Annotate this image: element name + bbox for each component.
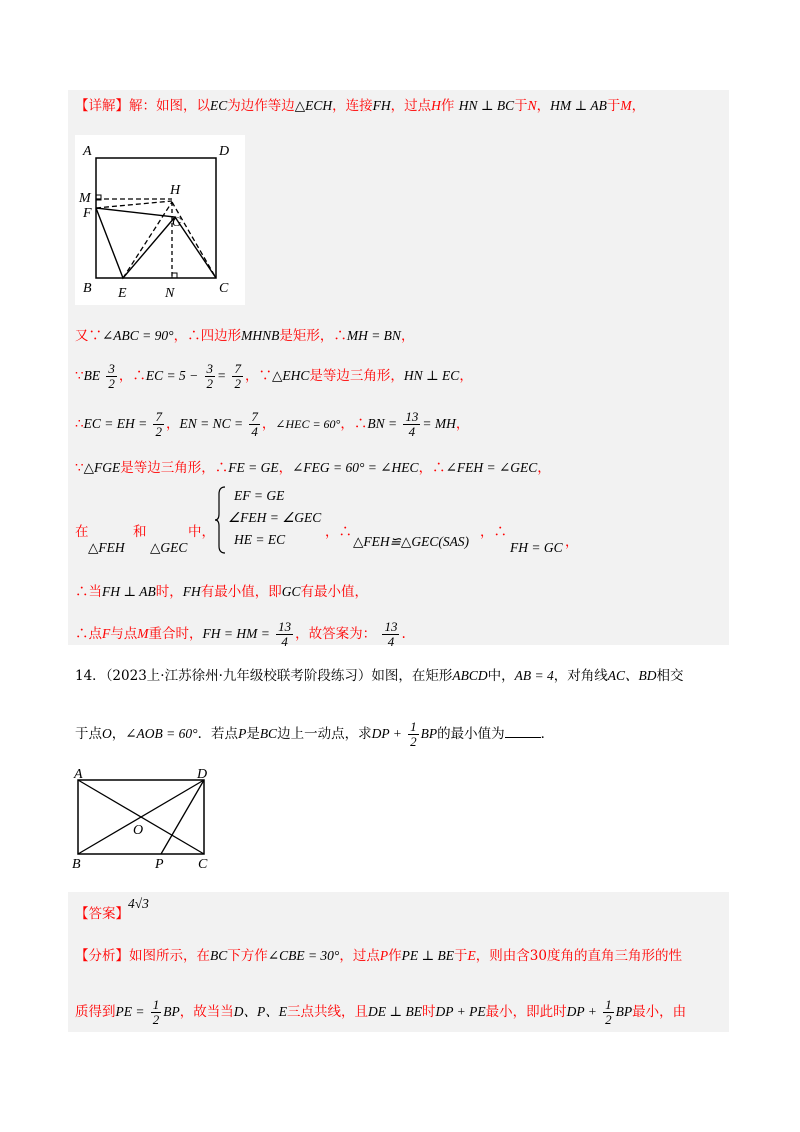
fraction: $\frac{13}{4}$	[384, 619, 398, 649]
fig1-label-G: G	[172, 214, 182, 229]
fig1-label-C: C	[219, 281, 229, 296]
fig1-label-E: E	[118, 286, 127, 301]
solution-line-5: ∵△FGE是等边三角形，∴FE = GE，∠FEG = 60° = ∠HEC，∴∠FEH = ∠GEC，	[75, 460, 551, 476]
fig1-label-M: M	[79, 191, 91, 206]
solution-line-8: ∴点F与点M重合时，FH = HM = $\frac{13}{4}$ ，故答案为： $\frac{13}{4}$ .	[75, 619, 406, 649]
fig1-label-B: B	[83, 281, 92, 296]
fraction: $\frac{3}{2}$	[206, 361, 214, 391]
fraction: $\frac{13}{4}$	[278, 619, 292, 649]
figure-1-square-diagram	[75, 135, 245, 305]
solution-line-6-he: 和	[133, 524, 147, 540]
solution-line-6-therefore: ，∴	[480, 524, 507, 540]
fh-equals-gc: FH = GC	[510, 540, 563, 555]
solution-line-4: ∴EC = EH = $\frac{7}{2}$ ，EN = NC = $\frac{7}{4}$ ，∠HEC = 60°，∴BN = $\frac{13}{4}$ = MH，	[75, 409, 470, 439]
fraction: $\frac{3}{2}$	[108, 361, 115, 391]
solution-line-2: 又∵∠ABC = 90°，∴四边形MHNB是矩形，∴MH = BN，	[75, 328, 415, 344]
fig2-label-A: A	[74, 767, 83, 782]
analysis-line-2: 质得到PE = $\frac{1}{2}$ BP，故当当D、P、E三点共线，且DE ⊥ BE时DP + PE最小，即此时DP + $\frac{1}{2}$ BP最小，由	[75, 997, 687, 1027]
congruence-statement: △FEH≌△GEC(SAS)	[353, 534, 470, 549]
solution-intro-line: 【详解】解：如图，以EC为边作等边△ECH，连接FH，过点H作 HN ⊥ BC于N，HM ⊥ AB于M，	[75, 98, 646, 114]
solution-line-6-left: 在	[75, 524, 89, 540]
fraction: $\frac{7}{4}$	[251, 409, 258, 439]
fig1-label-H: H	[170, 183, 181, 198]
question-14-line-2: 于点O，∠AOB = 60°．若点P是BC边上一动点，求DP + $\frac{1}{2}$ BP的最小值为 ．	[75, 719, 555, 749]
fraction: $\frac{7}{2}$	[155, 409, 162, 439]
solution-line-7: ∴当FH ⊥ AB时，FH有最小值，即GC有最小值，	[75, 584, 368, 600]
fig2-label-P: P	[155, 857, 164, 872]
solution-line-6-right: ，∴	[325, 524, 352, 540]
solution-line-6-zhong: 中，	[188, 524, 215, 540]
tri-feh: △FEH	[88, 540, 125, 555]
fig1-label-F: F	[83, 206, 92, 221]
system-eq-3: HE = EC	[234, 532, 286, 547]
fraction: $\frac{7}{2}$	[234, 361, 241, 391]
fig2-label-B: B	[72, 857, 81, 872]
tri-gec: △GEC	[150, 540, 188, 555]
fig1-label-N: N	[165, 286, 175, 301]
system-eq-1: EF = GE	[234, 488, 285, 503]
fraction: $\frac{1}{2}$	[410, 719, 417, 749]
answer-value: 4√3	[128, 896, 149, 911]
fraction: $\frac{13}{4}$	[405, 409, 419, 439]
fraction: $\frac{1}{2}$	[152, 997, 160, 1027]
figure-2-rectangle-diagram	[70, 764, 220, 874]
fig1-label-A: A	[83, 144, 92, 159]
fraction: $\frac{1}{2}$	[605, 997, 612, 1027]
fig1-label-D: D	[219, 144, 230, 159]
fig2-label-D: D	[197, 767, 208, 782]
left-brace-icon	[215, 486, 227, 554]
fig2-label-O: O	[133, 823, 144, 838]
answer-line: 【答案】	[75, 906, 129, 922]
answer-blank[interactable]	[505, 725, 541, 738]
solution-line-6-end: ，	[565, 534, 579, 550]
fig2-label-C: C	[198, 857, 208, 872]
system-eq-2: ∠FEH = ∠GEC	[228, 510, 322, 525]
question-14-line-1: 14．（2023上·江苏徐州·九年级校联考阶段练习）如图，在矩形ABCD中，AB = 4，对角线AC、BD相交	[75, 668, 684, 684]
solution-line-3: ∵BE $\frac{3}{2}$ ，∴EC = 5 − $\frac{3}{2}$ = $\frac{7}{2}$ ，∵△EHC是等边三角形，HN ⊥ EC，	[75, 361, 473, 391]
analysis-line-1: 【分析】如图所示，在BC下方作∠CBE = 30°，过点P作PE ⊥ BE于E，则由含30度角的直角三角形的性	[75, 948, 682, 964]
